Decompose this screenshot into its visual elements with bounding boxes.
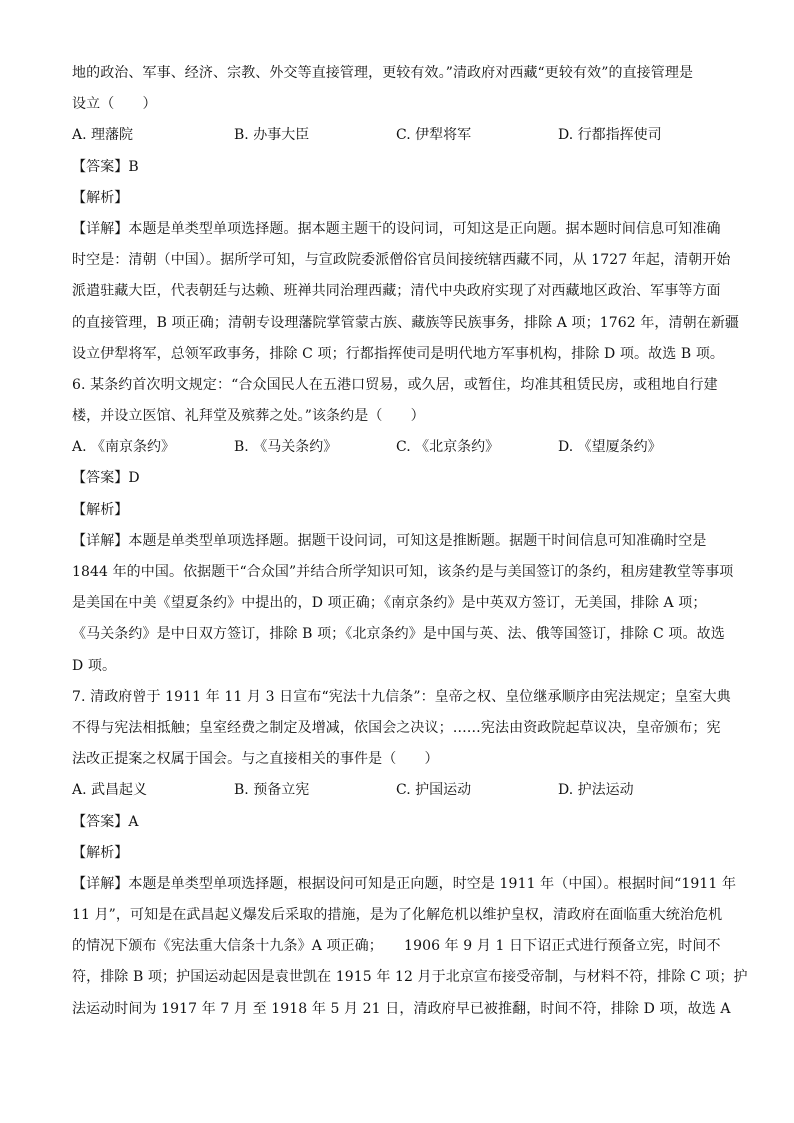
q7-detail-line: 的情况下颁布《宪法重大信条十九条》A 项正确； 1906 年 9 月 1 日下诏正式进行预备立宪，时间不 [72, 938, 721, 955]
q5-detail-line: 派遣驻藏大臣，代表朝廷与达赖、班禅共同治理西藏；清代中央政府实现了对西藏地区政治、军事等方面 [72, 283, 721, 300]
q6-option-c: C. 《北京条约》 [396, 439, 500, 456]
q6-option-b: B. 《马关条约》 [234, 439, 338, 456]
q5-options [72, 120, 732, 151]
q7-analysis-label: 【解析】 [72, 844, 129, 861]
q5-option-c: C. 伊犁将军 [396, 127, 472, 144]
q5-detail-line: 【详解】本题是单类型单项选择题。据本题主题干的设问词，可知这是正向题。据本题时间信息可知准确 [72, 220, 721, 237]
q7-option-d: D. 护法运动 [558, 782, 634, 799]
q5-detail-line: 的直接管理，B 项正确；清朝专设理藩院掌管蒙古族、藏族等民族事务，排除 A 项；1762 年，清朝在新疆 [72, 314, 740, 331]
q5-answer: 【答案】B [72, 158, 139, 175]
q5-detail-line: 设立伊犁将军，总领军政事务，排除 C 项；行都指挥使司是明代地方军事机构，排除 D 项。故选 B 项。 [72, 345, 725, 362]
q7-answer: 【答案】A [72, 813, 139, 830]
q6-detail-line: 《马关条约》是中日双方签订，排除 B 项；《北京条约》是中国与英、法、俄等国签订，排除 C 项。故选 [72, 626, 725, 643]
q7-stem-line: 不得与宪法相抵触；皇室经费之制定及增减，依国会之决议；……宪法由资政院起草议决，皇帝颁布；宪 [72, 719, 721, 736]
q5-detail-line: 时空是：清朝（中国）。据所学可知，与宣政院委派僧俗官员间接统辖西藏不同，从 1727 年起，清朝开始 [72, 252, 731, 269]
q6-detail-line: 【详解】本题是单类型单项选择题。据题干设问词，可知这是推断题。据题干时间信息可知准确时空是 [72, 532, 707, 549]
q7-options [72, 775, 732, 806]
q6-option-d: D. 《望厦条约》 [558, 439, 662, 456]
q7-detail-line: 符，排除 B 项；护国运动起因是袁世凯在 1915 年 12 月于北京宣布接受帝制，与材料不符，排除 C 项；护 [72, 969, 748, 986]
q5-option-a: A. 理藩院 [72, 127, 134, 144]
q7-option-c: C. 护国运动 [396, 782, 472, 799]
q5-stem-line: 地的政治、军事、经济、宗教、外交等直接管理，更较有效。”清政府对西藏“更较有效”的直接管理是 [72, 65, 694, 81]
q6-detail-line: 1844 年的中国。依据题干“合众国”并结合所学知识可知，该条约是与美国签订的条约，租房建教堂等事项 [72, 564, 734, 580]
q6-options [72, 432, 732, 463]
q6-detail-line: 是美国在中美《望夏条约》中提出的，D 项正确；《南京条约》是中英双方签订，无美国，排除 A 项； [72, 595, 707, 612]
q6-stem-line: 楼，并设立医馆、礼拜堂及殡葬之处。”该条约是（ ） [72, 408, 425, 425]
q6-analysis-label: 【解析】 [72, 501, 129, 518]
q7-option-b: B. 预备立宪 [234, 782, 310, 799]
q6-stem-line: 6. 某条约首次明文规定：“合众国民人在五港口贸易，或久居，或暂住，均准其租赁民房，或租地自行建 [72, 376, 718, 393]
q7-detail-line: 11 月”，可知是在武昌起义爆发后采取的措施，是为了化解危机以维护皇权，清政府在面临重大统治危机 [72, 907, 723, 924]
q6-option-a: A. 《南京条约》 [72, 439, 176, 456]
q5-option-d: D. 行都指挥使司 [558, 127, 662, 144]
document-page [72, 58, 748, 1025]
q6-detail-line: D 项。 [72, 657, 117, 674]
q7-option-a: A. 武昌起义 [72, 782, 148, 799]
q7-stem-line: 法改正提案之权属于国会。与之直接相关的事件是（ ） [72, 751, 439, 768]
q7-detail-line: 法运动时间为 1917 年 7 月 至 1918 年 5 月 21 日，清政府早已被推翻，时间不符，排除 D 项，故选 A [72, 1000, 731, 1017]
q5-analysis-label: 【解析】 [72, 189, 129, 206]
q6-answer: 【答案】D [72, 470, 140, 487]
q5-stem-line: 设立（ ） [72, 96, 157, 113]
q7-detail-line: 【详解】本题是单类型单项选择题，根据设问可知是正向题，时空是 1911 年（中国）。根据时间“1911 年 [72, 875, 737, 892]
q7-stem-line: 7. 清政府曾于 1911 年 11 月 3 日宣布“宪法十九信条”：皇帝之权、皇位继承顺序由宪法规定；皇室大典 [72, 688, 731, 705]
q5-option-b: B. 办事大臣 [234, 127, 310, 144]
